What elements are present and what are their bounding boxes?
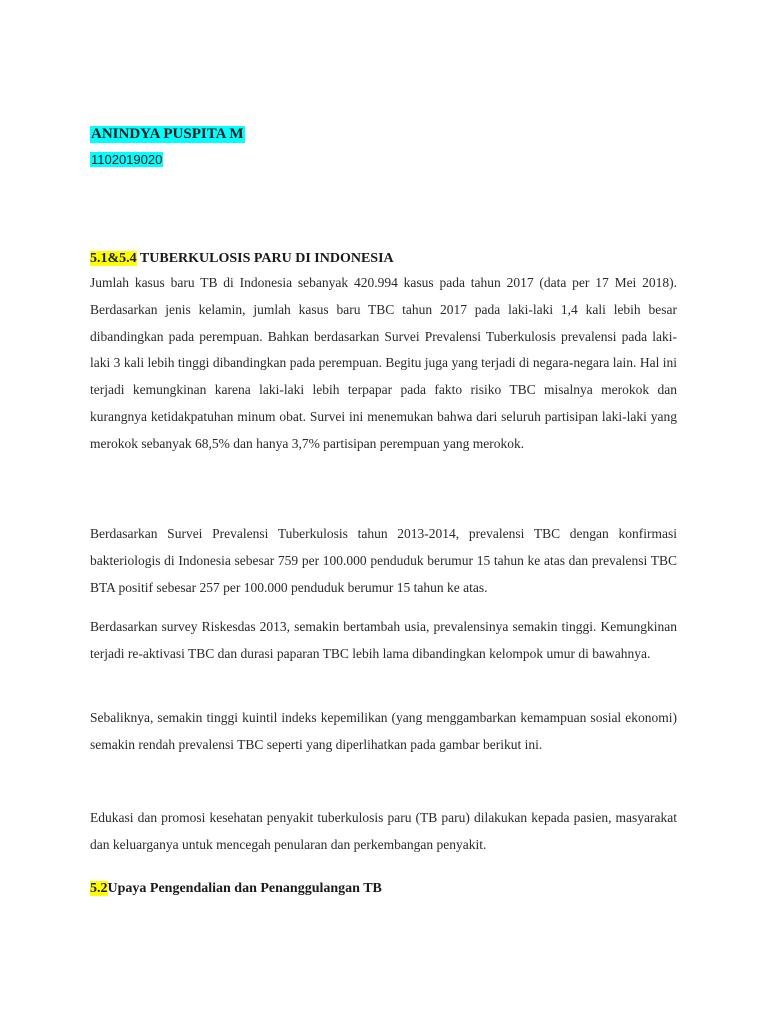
- section-heading-5-1: [90, 250, 394, 267]
- section-title: TUBERKULOSIS PARU DI INDONESIA: [136, 251, 394, 266]
- paragraph: Berdasarkan Survei Prevalensi Tuberkulosis tahun 2013-2014, prevalensi TBC dengan konfirmasi bakteriologis di Indonesia sebesar 759 per 100.000 penduduk berumur 15 tahun ke atas dan prevalensi TBC BTA positif sebesar 257 per 100.000 penduduk berumur 15 tahun ke atas.: [90, 526, 677, 595]
- paragraph: Edukasi dan promosi kesehatan penyakit tuberkulosis paru (TB paru) dilakukan kepada pasien, masyarakat dan keluarganya untuk mencegah penularan dan perkembangan penyakit.: [90, 810, 677, 852]
- section-title: Upaya Pengendalian dan Penanggulangan TB: [107, 881, 382, 896]
- section-number: 5.2: [90, 881, 108, 896]
- paragraph: Sebaliknya, semakin tinggi kuintil indeks kepemilikan (yang menggambarkan kemampuan sosial ekonomi) semakin rendah prevalensi TBC seperti yang diperlihatkan pada gambar berikut ini.: [90, 710, 677, 752]
- section-number: 5.1&5.4: [90, 251, 137, 266]
- paragraph: Berdasarkan survey Riskesdas 2013, semakin bertambah usia, prevalensinya semakin tinggi. Kemungkinan terjadi re-aktivasi TBC dan durasi paparan TBC lebih lama dibandingkan kelompok umur di bawahnya.: [90, 619, 677, 661]
- section-heading-5-2: [90, 880, 382, 897]
- paragraph: Jumlah kasus baru TB di Indonesia sebanyak 420.994 kasus pada tahun 2017 (data per 17 Mei 2018). Berdasarkan jenis kelamin, jumlah kasus baru TBC tahun 2017 pada laki-laki 1,4 kali lebih besar dibandingkan pada perempuan. Bahkan berdasarkan Survei Prevalensi Tuberkulosis prevalensi pada laki-laki 3 kali lebih tinggi dibandingkan pada perempuan. Begitu juga yang terjadi di negara-negara lain. Hal ini terjadi kemungkinan karena laki-laki lebih terpapar pada fakto risiko TBC misalnya merokok dan kurangnya ketidakpatuhan minum obat. Survei ini menemukan bahwa dari seluruh partisipan laki-laki yang merokok sebanyak 68,5% dan hanya 3,7% partisipan perempuan yang merokok.: [90, 275, 677, 451]
- author-id: 1102019020: [91, 152, 163, 167]
- author-name: ANINDYA PUSPITA M: [91, 126, 244, 142]
